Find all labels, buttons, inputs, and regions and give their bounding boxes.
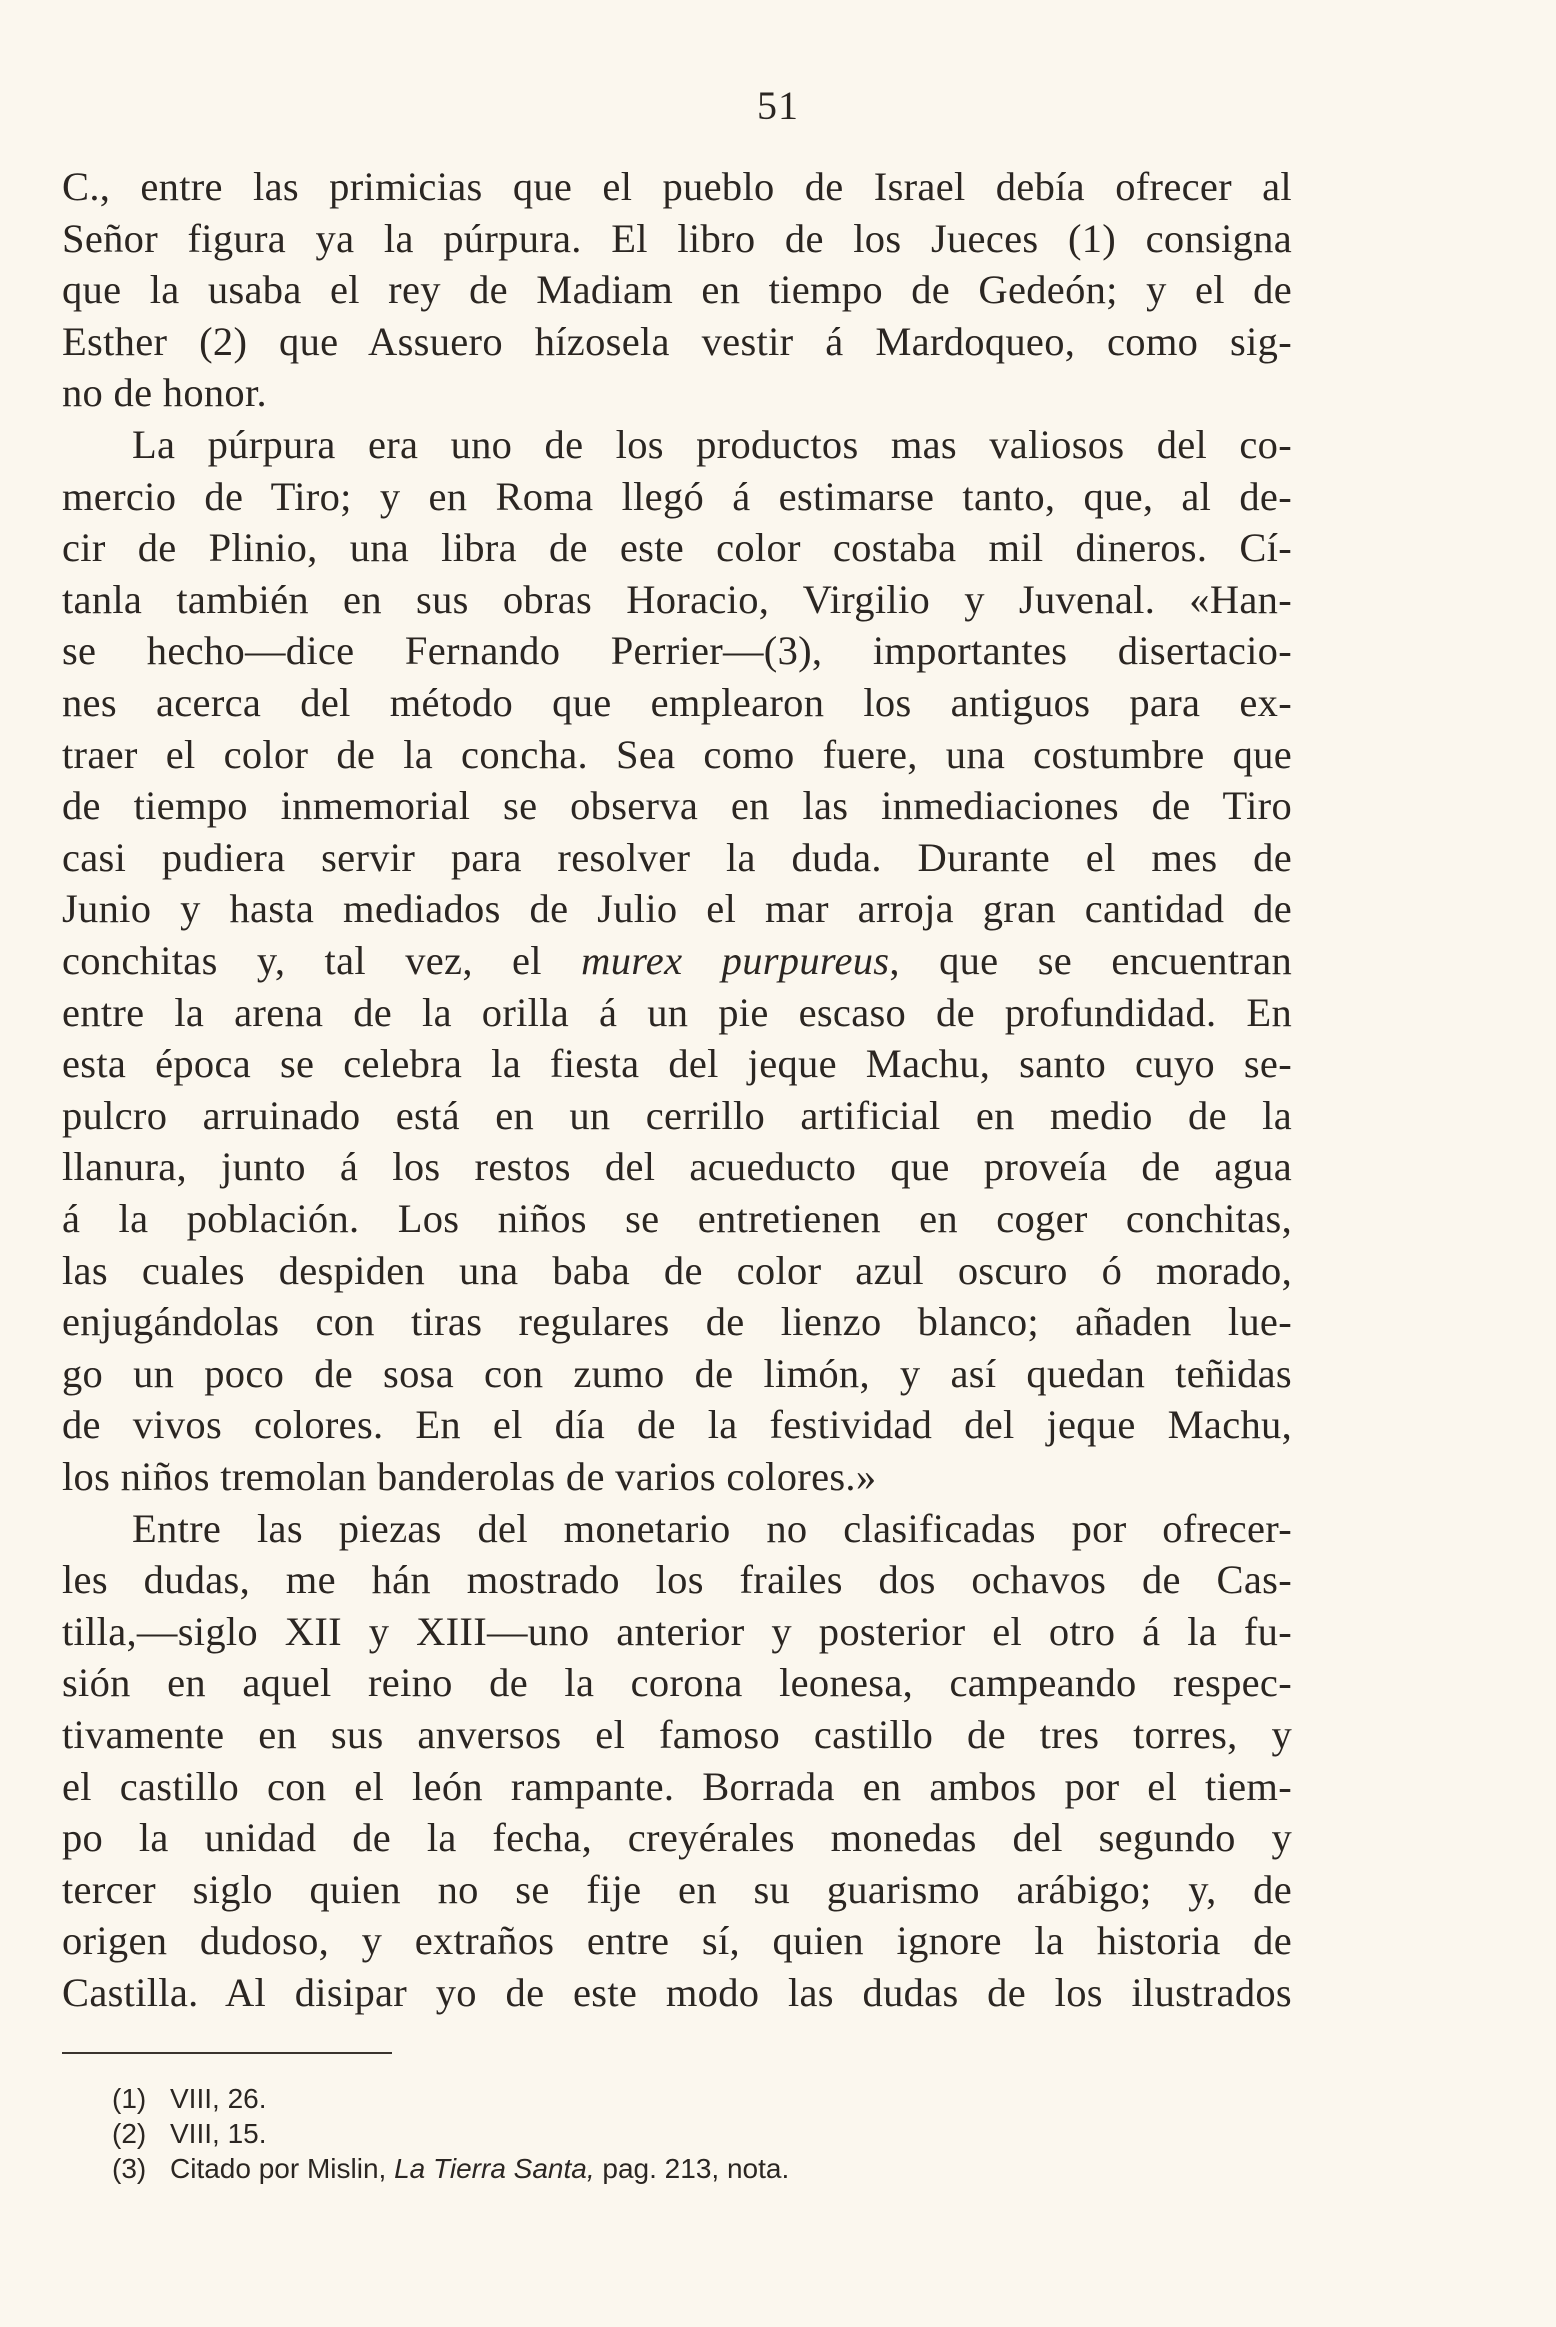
footnote (112, 2152, 789, 2186)
text-line (62, 884, 1292, 934)
text-line (62, 1246, 1292, 1296)
text-line (62, 1400, 1292, 1450)
line-text: Señor figura ya la púrpura. El libro de los Jueces (1) consigna (62, 215, 1292, 261)
text-line (62, 1658, 1292, 1708)
text-line (62, 678, 1292, 728)
line-text: entre la arena de la orilla á un pie escaso de profundidad. En (62, 989, 1292, 1035)
line-text: La púrpura era uno de los productos mas valiosos del co- (132, 422, 1292, 467)
line-text: C., entre las primicias que el pueblo de Israel debía ofrecer al (62, 164, 1292, 209)
footnote-text: VIII, 26. (170, 2083, 267, 2114)
text-line (62, 1452, 1292, 1502)
line-text: de vivos colores. En el día de la festividad del jeque Machu, (62, 1402, 1292, 1448)
footnote-divider (62, 2052, 392, 2054)
text-line (62, 1762, 1292, 1812)
line-text: que la usaba el rey de Madiam en tiempo de Gedeón; y el de (62, 267, 1292, 313)
footnote-mark: (2) (112, 2118, 147, 2149)
line-text: tilla,—siglo XII y XIII—uno anterior y posterior el otro á la fu- (62, 1608, 1292, 1654)
footnote (112, 2082, 267, 2116)
line-text: las cuales despiden una baba de color azul oscuro ó morado, (62, 1247, 1292, 1293)
line-text: nes acerca del método que emplearon los antiguos para ex- (62, 680, 1292, 725)
text-line (62, 1968, 1292, 2018)
text-line (62, 214, 1292, 264)
line-text: les dudas, me hán mostrado los frailes dos ochavos de Cas- (62, 1557, 1292, 1603)
text-line (62, 1349, 1292, 1399)
text-line (62, 1710, 1292, 1760)
line-text: Junio y hasta mediados de Julio el mar arroja gran cantidad de (62, 886, 1292, 932)
text-line (62, 1607, 1292, 1657)
text-line (62, 1297, 1292, 1347)
line-text: cir de Plinio, una libra de este color costaba mil dineros. Cí- (62, 525, 1292, 571)
footnote-mark: (3) (112, 2153, 147, 2184)
line-text: Esther (2) que Assuero hízosela vestir á Mardoqueo, como sig- (62, 318, 1292, 364)
line-text: enjugándolas con tiras regulares de lienzo blanco; añaden lue- (62, 1299, 1292, 1345)
line-text: traer el color de la concha. Sea como fuere, una costumbre que (62, 731, 1292, 777)
line-text: llanura, junto á los restos del acueducto que proveía de agua (62, 1144, 1292, 1190)
text-line (132, 1504, 1292, 1554)
line-text: origen dudoso, y extraños entre sí, quien ignore la historia de (62, 1918, 1292, 1964)
footnote-text: pag. 213, nota. (594, 2153, 790, 2184)
text-line (62, 523, 1292, 573)
text-line (62, 162, 1292, 212)
italic-text: murex purpureus (581, 938, 890, 983)
footnote-text: VIII, 15. (170, 2118, 267, 2149)
text-line (62, 1555, 1292, 1605)
line-text: el castillo con el león rampante. Borrada en ambos por el tiem- (62, 1763, 1292, 1809)
footnote-text: Citado por Mislin, (170, 2153, 395, 2184)
text-line (62, 1039, 1292, 1089)
line-text: á la población. Los niños se entretienen en coger conchitas, (62, 1196, 1292, 1241)
footnote (112, 2117, 267, 2151)
footnote-mark: (1) (112, 2083, 147, 2114)
text-line (62, 1865, 1292, 1915)
text-line (62, 730, 1292, 780)
text-line (132, 420, 1292, 470)
page-number: 51 (757, 83, 799, 128)
line-text: tivamente en sus anversos el famoso castillo de tres torres, y (62, 1712, 1292, 1757)
text-line (62, 368, 1292, 418)
line-text: se hecho—dice Fernando Perrier—(3), importantes disertacio- (62, 628, 1292, 674)
line-text: mercio de Tiro; y en Roma llegó á estimarse tanto, que, al de- (62, 473, 1292, 519)
text-line (62, 265, 1292, 315)
text-line (62, 472, 1292, 522)
text-line (62, 833, 1292, 883)
line-text: no de honor. (62, 370, 267, 416)
text-line (62, 575, 1292, 625)
line-text: po la unidad de la fecha, creyérales monedas del segundo y (62, 1815, 1292, 1861)
footnote-title: La Tierra Santa, (394, 2153, 595, 2184)
text-line (62, 317, 1292, 367)
text-line (62, 1142, 1292, 1192)
text-line (62, 1813, 1292, 1863)
line-text: de tiempo inmemorial se observa en las inmediaciones de Tiro (62, 783, 1292, 829)
text-line (62, 988, 1292, 1038)
line-text: go un poco de sosa con zumo de limón, y así quedan teñidas (62, 1350, 1292, 1396)
line-text: Entre las piezas del monetario no clasificadas por ofrecer- (132, 1505, 1292, 1551)
line-text: conchitas y, tal vez, el (62, 938, 582, 983)
line-text: tanla también en sus obras Horacio, Virgilio y Juvenal. «Han- (62, 576, 1292, 622)
line-text: pulcro arruinado está en un cerrillo artificial en medio de la (62, 1092, 1292, 1138)
line-text: Castilla. Al disipar yo de este modo las dudas de los ilustrados (62, 1970, 1292, 2015)
line-text: tercer siglo quien no se fije en su guarismo arábigo; y, de (62, 1866, 1292, 1912)
text-line (62, 936, 1292, 986)
line-text: los niños tremolan banderolas de varios colores.» (62, 1454, 877, 1499)
line-text: esta época se celebra la fiesta del jeque Machu, santo cuyo se- (62, 1041, 1292, 1087)
text-line (62, 781, 1292, 831)
line-text: sión en aquel reino de la corona leonesa, campeando respec- (62, 1660, 1292, 1706)
text-line (62, 1091, 1292, 1141)
line-text: , que se encuentran (889, 938, 1292, 983)
text-line (62, 1194, 1292, 1244)
line-text: casi pudiera servir para resolver la duda. Durante el mes de (62, 834, 1292, 880)
text-line (62, 1916, 1292, 1966)
text-line (62, 626, 1292, 676)
